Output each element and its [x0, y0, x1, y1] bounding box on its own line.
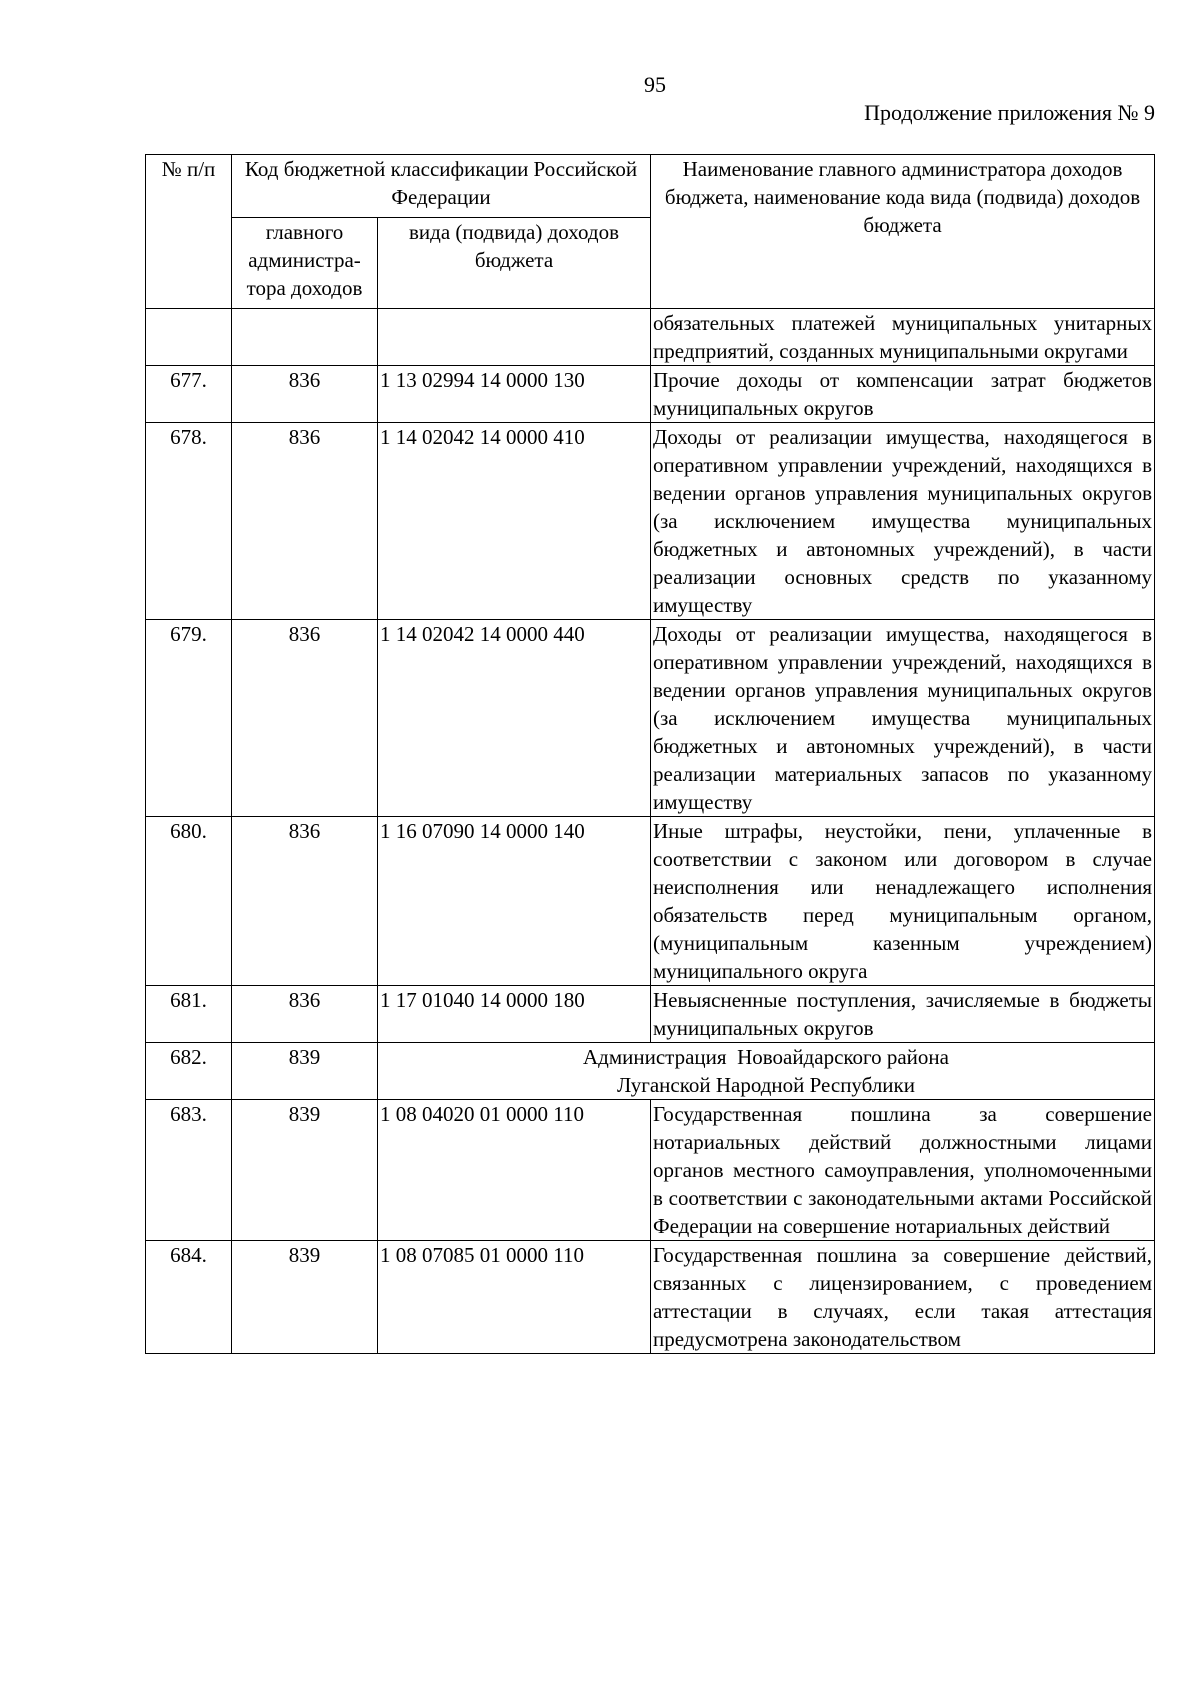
row-number: 682.: [146, 1043, 232, 1100]
row-admin-code: 836: [232, 366, 378, 423]
table-row: [146, 986, 1155, 1043]
row-type-code: [378, 309, 651, 366]
row-number: 681.: [146, 986, 232, 1043]
section-row: [146, 1043, 1155, 1100]
row-description: Доходы от реализации имущества, находящегося в оперативном управлении учреждений, находящихся в ведении органов управления муниципальных округов (за исключением имущества муниципальных бюджетных и автономных учреждений), в части реализации материальных запасов по указанному имуществу: [651, 620, 1155, 817]
row-admin-code: 836: [232, 423, 378, 620]
section-title: [378, 1043, 1155, 1100]
section-admin-code: 839: [232, 1043, 378, 1100]
budget-classification-table: [145, 154, 1155, 1354]
row-admin-code: 839: [232, 1241, 378, 1354]
row-number: 679.: [146, 620, 232, 817]
row-type-code: 1 14 02042 14 0000 410: [378, 423, 651, 620]
column-header-type: вида (подвида) доходов бюджета: [378, 218, 651, 309]
table-row: [146, 817, 1155, 986]
row-number: 684.: [146, 1241, 232, 1354]
column-header-number: № п/п: [146, 155, 232, 309]
section-title-line: Администрация Новоайдарского района: [583, 1045, 949, 1069]
row-number: 680.: [146, 817, 232, 986]
row-description: Государственная пошлина за совершение действий, связанных с лицензированием, с проведением аттестации в случаях, если такая аттестация предусмотрена законодательством: [651, 1241, 1155, 1354]
row-number: 677.: [146, 366, 232, 423]
row-admin-code: 836: [232, 986, 378, 1043]
continuation-title: Продолжение приложения № 9: [864, 100, 1155, 125]
table-row: [146, 620, 1155, 817]
table-row: [146, 423, 1155, 620]
section-title-line: Луганской Народной Республики: [617, 1073, 915, 1097]
row-type-code: 1 08 04020 01 0000 110: [378, 1100, 651, 1241]
row-admin-code: 836: [232, 817, 378, 986]
column-header-name: Наименование главного администратора доходов бюджета, наименование кода вида (подвида) доходов бюджета: [651, 155, 1155, 309]
column-header-admin: главного администра-тора доходов: [232, 218, 378, 309]
row-number: [146, 309, 232, 366]
row-number: 678.: [146, 423, 232, 620]
row-admin-code: 839: [232, 1100, 378, 1241]
table-row: [146, 366, 1155, 423]
row-description: Прочие доходы от компенсации затрат бюджетов муниципальных округов: [651, 366, 1155, 423]
row-admin-code: 836: [232, 620, 378, 817]
table-row: [146, 1100, 1155, 1241]
row-description: Иные штрафы, неустойки, пени, уплаченные в соответствии с законом или договором в случае неисполнения или ненадлежащего исполнения обязательств перед муниципальным органом, (муниципальным казенным учреждением) муниципального округа: [651, 817, 1155, 986]
row-type-code: 1 14 02042 14 0000 440: [378, 620, 651, 817]
row-description: Государственная пошлина за совершение нотариальных действий должностными лицами органов местного самоуправления, уполномоченными в соответствии с законодательными актами Российской Федерации на совершение нотариальных действий: [651, 1100, 1155, 1241]
column-header-code-group: Код бюджетной классификации Российской Федерации: [232, 155, 651, 218]
row-type-code: 1 08 07085 01 0000 110: [378, 1241, 651, 1354]
row-type-code: 1 13 02994 14 0000 130: [378, 366, 651, 423]
row-description: Невыясненные поступления, зачисляемые в бюджеты муниципальных округов: [651, 986, 1155, 1043]
row-type-code: 1 16 07090 14 0000 140: [378, 817, 651, 986]
row-type-code: 1 17 01040 14 0000 180: [378, 986, 651, 1043]
row-description: обязательных платежей муниципальных унитарных предприятий, созданных муниципальными округами: [651, 309, 1155, 366]
table-row: [146, 1241, 1155, 1354]
page-number: 95: [644, 72, 666, 97]
row-admin-code: [232, 309, 378, 366]
row-description: Доходы от реализации имущества, находящегося в оперативном управлении учреждений, находящихся в ведении органов управления муниципальных округов (за исключением имущества муниципальных бюджетных и автономных учреждений), в части реализации основных средств по указанному имуществу: [651, 423, 1155, 620]
table-row: [146, 309, 1155, 366]
row-number: 683.: [146, 1100, 232, 1241]
